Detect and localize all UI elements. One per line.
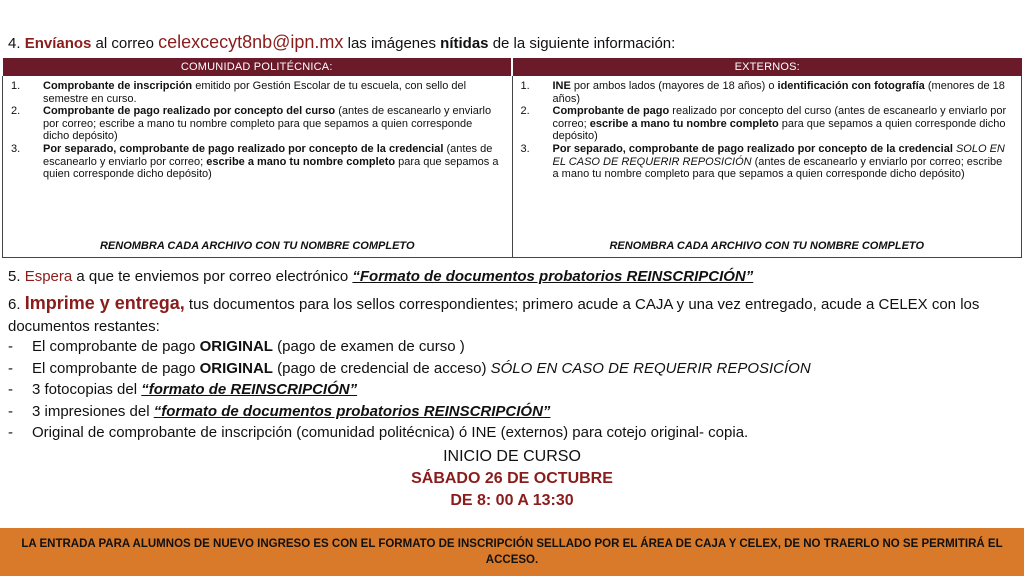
course-date: SÁBADO 26 DE OCTUBRE xyxy=(411,470,613,487)
list-item: - Original de comprobante de inscripción (comunidad politécnica) ó INE (externos) para cotejo original- copia. xyxy=(8,424,749,441)
step-text: de la siguiente información: xyxy=(492,35,676,52)
requirements-table xyxy=(2,58,1022,258)
list-item: 3. Por separado, comprobante de pago realizado por concepto de la credencial SOLO EN EL CASO DE REQUERIR REPOSICIÓN (antes de escanearlo y enviarlo por correo; escribe a mano tu nombre completo para que sepamos a quien corresponde dicho depósito) xyxy=(520,142,1005,181)
header-comunidad: COMUNIDAD POLITÉCNICA: xyxy=(3,58,513,76)
email-address[interactable]: celexcecyt8nb@ipn.mx xyxy=(158,32,344,52)
column-comunidad xyxy=(3,76,513,258)
step-verb: Envíanos xyxy=(24,35,92,52)
step-number: 4. xyxy=(8,35,21,52)
course-start xyxy=(0,446,1024,512)
documents-list xyxy=(8,338,811,446)
step-text: las imágenes xyxy=(347,35,436,52)
step-verb: Espera xyxy=(24,268,73,285)
list-item: 1. INE por ambos lados (mayores de 18 años) o identificación con fotografía (menores de 18 años) xyxy=(520,80,1005,105)
list-item: 1. Comprobante de inscripción emitido por Gestión Escolar de tu escuela, con sello del semestre en curso. xyxy=(11,80,467,105)
list-item: - El comprobante de pago ORIGINAL (pago de credencial de acceso) SÓLO EN CASO DE REQUERIR REPOSICÍON xyxy=(8,359,811,377)
step-4-instruction xyxy=(8,32,675,53)
header-externos: EXTERNOS: xyxy=(512,58,1022,76)
column-externos xyxy=(512,76,1022,258)
course-title: INICIO DE CURSO xyxy=(443,448,581,465)
rename-note: RENOMBRA CADA ARCHIVO CON TU NOMBRE COMPLETO xyxy=(99,240,415,253)
step-bold-word: nítidas xyxy=(440,35,489,52)
list-item: 2. Comprobante de pago realizado por concepto del curso (antes de escanearlo y enviarlo por correo; escribe a mano tu nombre completo para que sepamos a quien corresponde dicho depósito) xyxy=(11,105,492,143)
course-time: DE 8: 00 A 13:30 xyxy=(450,492,574,509)
list-item: - 3 fotocopias del “formato de REINSCRIPCIÓN” xyxy=(8,381,358,398)
step-6-instruction: 6. Imprime y entrega, tus documentos para los sellos correspondientes; primero acude a CAJA y una vez entregado, acude a CELEX con los documentos restantes: xyxy=(8,293,980,335)
list-item: - El comprobante de pago ORIGINAL (pago de examen de curso ) xyxy=(8,338,465,355)
list-item: - 3 impresiones del “formato de documentos probatorios REINSCRIPCIÓN” xyxy=(8,402,551,420)
step-5-instruction: 5. Espera a que te enviemos por correo electrónico “Formato de documentos probatorios REINSCRIPCIÓN” xyxy=(8,268,754,285)
step-verb: Imprime y entrega, xyxy=(24,293,185,313)
list-item: 2. Comprobante de pago realizado por concepto del curso (antes de escanearlo y enviarlo por correo; escribe a mano tu nombre completo para que sepamos a quien corresponde dicho depósito) xyxy=(520,105,1007,143)
step-text: al correo xyxy=(95,35,154,52)
footer-notice: LA ENTRADA PARA ALUMNOS DE NUEVO INGRESO ES CON EL FORMATO DE INSCRIPCIÓN SELLADO POR EL ÁREA DE CAJA Y CELEX, DE NO TRAERLO NO SE PERMITIRÁ EL ACCESO. xyxy=(0,528,1024,576)
list-item: 3. Por separado, comprobante de pago realizado por concepto de la credencial (antes de escanearlo y enviarlo por correo; escribe a mano tu nombre completo para que sepamos a quien corresponde dicho depósito) xyxy=(11,142,499,181)
form-name: “Formato de documentos probatorios REINSCRIPCIÓN” xyxy=(352,268,754,285)
rename-note: RENOMBRA CADA ARCHIVO CON TU NOMBRE COMPLETO xyxy=(609,240,924,253)
